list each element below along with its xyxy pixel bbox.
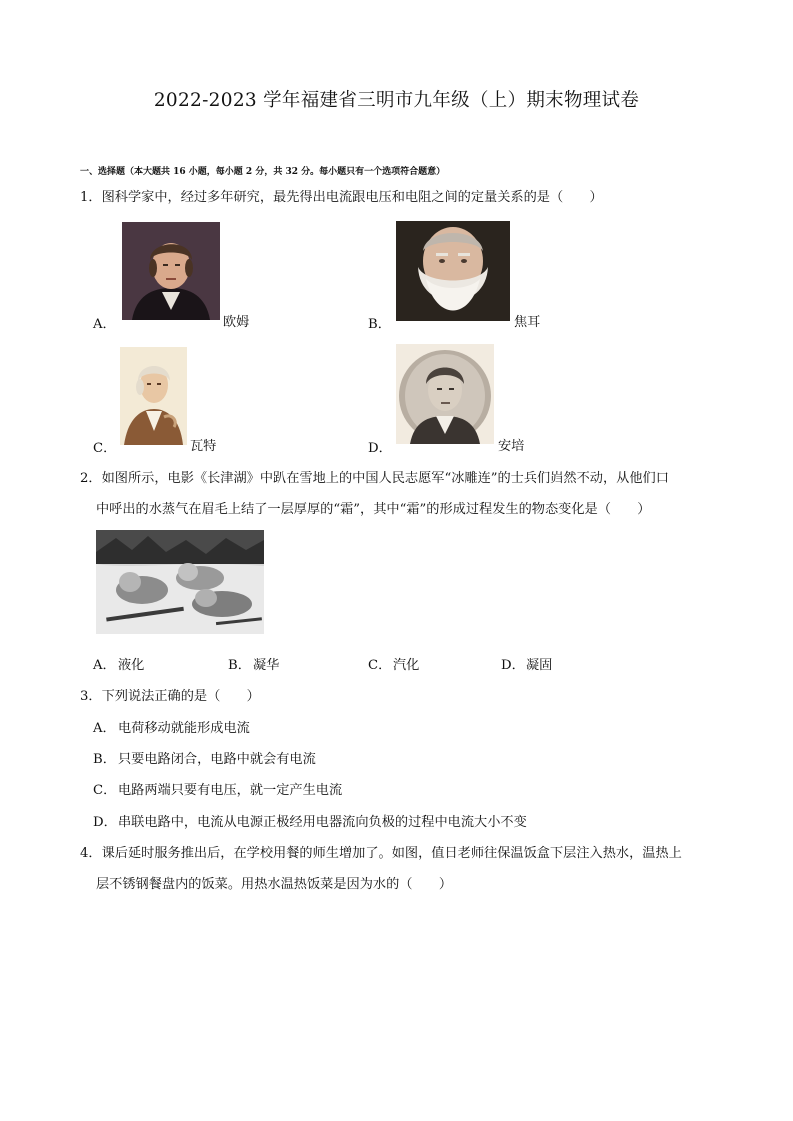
option-1b-text: 焦耳 (514, 315, 541, 330)
option-3a-text: 电荷移动就能形成电流 (118, 721, 250, 736)
option-1c-text: 瓦特 (190, 439, 217, 454)
option-1c-letter: C． (93, 441, 117, 456)
question-2-stem-line-1: 2．如图所示，电影《长津湖》中趴在雪地上的中国人民志愿军“冰雕连”的士兵们岿然不动，从他们口 (80, 471, 669, 486)
section-heading: 一、选择题（本大题共 16 小题，每小题 2 分，共 32 分。每小题只有一个选项符合题意） (80, 167, 446, 177)
question-2-stem-line-2: 中呼出的水蒸气在眉毛上结了一层厚厚的“霜”，其中“霜”的形成过程发生的物态变化是（ ） (96, 502, 651, 517)
option-2c-letter: C． (368, 658, 392, 673)
question-4-stem-line-1: 4．课后延时服务推出后，在学校用餐的师生增加了。如图，值日老师往保温饭盒下层注入热水，温热上 (80, 846, 682, 861)
option-1b-letter: B． (368, 317, 391, 332)
portrait-joule-image (396, 221, 510, 321)
option-2b-text: 凝华 (253, 658, 280, 673)
portrait-ampere-image (396, 344, 494, 444)
question-1-stem: 1．图科学家中，经过多年研究，最先得出电流跟电压和电阻之间的定量关系的是（ ） (80, 190, 603, 205)
option-2d-text: 凝固 (526, 658, 553, 673)
question-4-stem-line-2: 层不锈钢餐盘内的饭菜。用热水温热饭菜是因为水的（ ） (96, 877, 453, 892)
option-1d-text: 安培 (498, 439, 525, 454)
portrait-ohm-image (122, 222, 220, 320)
option-1a-text: 欧姆 (223, 315, 250, 330)
option-2c-text: 汽化 (393, 658, 420, 673)
option-2d-letter: D． (501, 658, 525, 673)
snow-soldiers-photo (96, 530, 264, 634)
portrait-watt-image (120, 347, 187, 445)
option-3a-letter: A． (93, 721, 116, 736)
option-2a-text: 液化 (118, 658, 145, 673)
option-2b-letter: B． (228, 658, 251, 673)
option-1a-letter: A． (93, 317, 116, 332)
option-3c-text: 电路两端只要有电压，就一定产生电流 (118, 783, 343, 798)
option-3b-letter: B． (93, 752, 116, 767)
option-3d-text: 串联电路中，电流从电源正极经用电器流向负极的过程中电流大小不变 (118, 815, 527, 830)
option-3c-letter: C． (93, 783, 117, 798)
option-3b-text: 只要电路闭合，电路中就会有电流 (118, 752, 316, 767)
option-1d-letter: D． (368, 441, 392, 456)
question-3-stem: 3．下列说法正确的是（ ） (80, 689, 260, 704)
option-2a-letter: A． (93, 658, 116, 673)
option-3d-letter: D． (93, 815, 117, 830)
page-title: 2022-2023 学年福建省三明市九年级（上）期末物理试卷 (153, 90, 640, 111)
